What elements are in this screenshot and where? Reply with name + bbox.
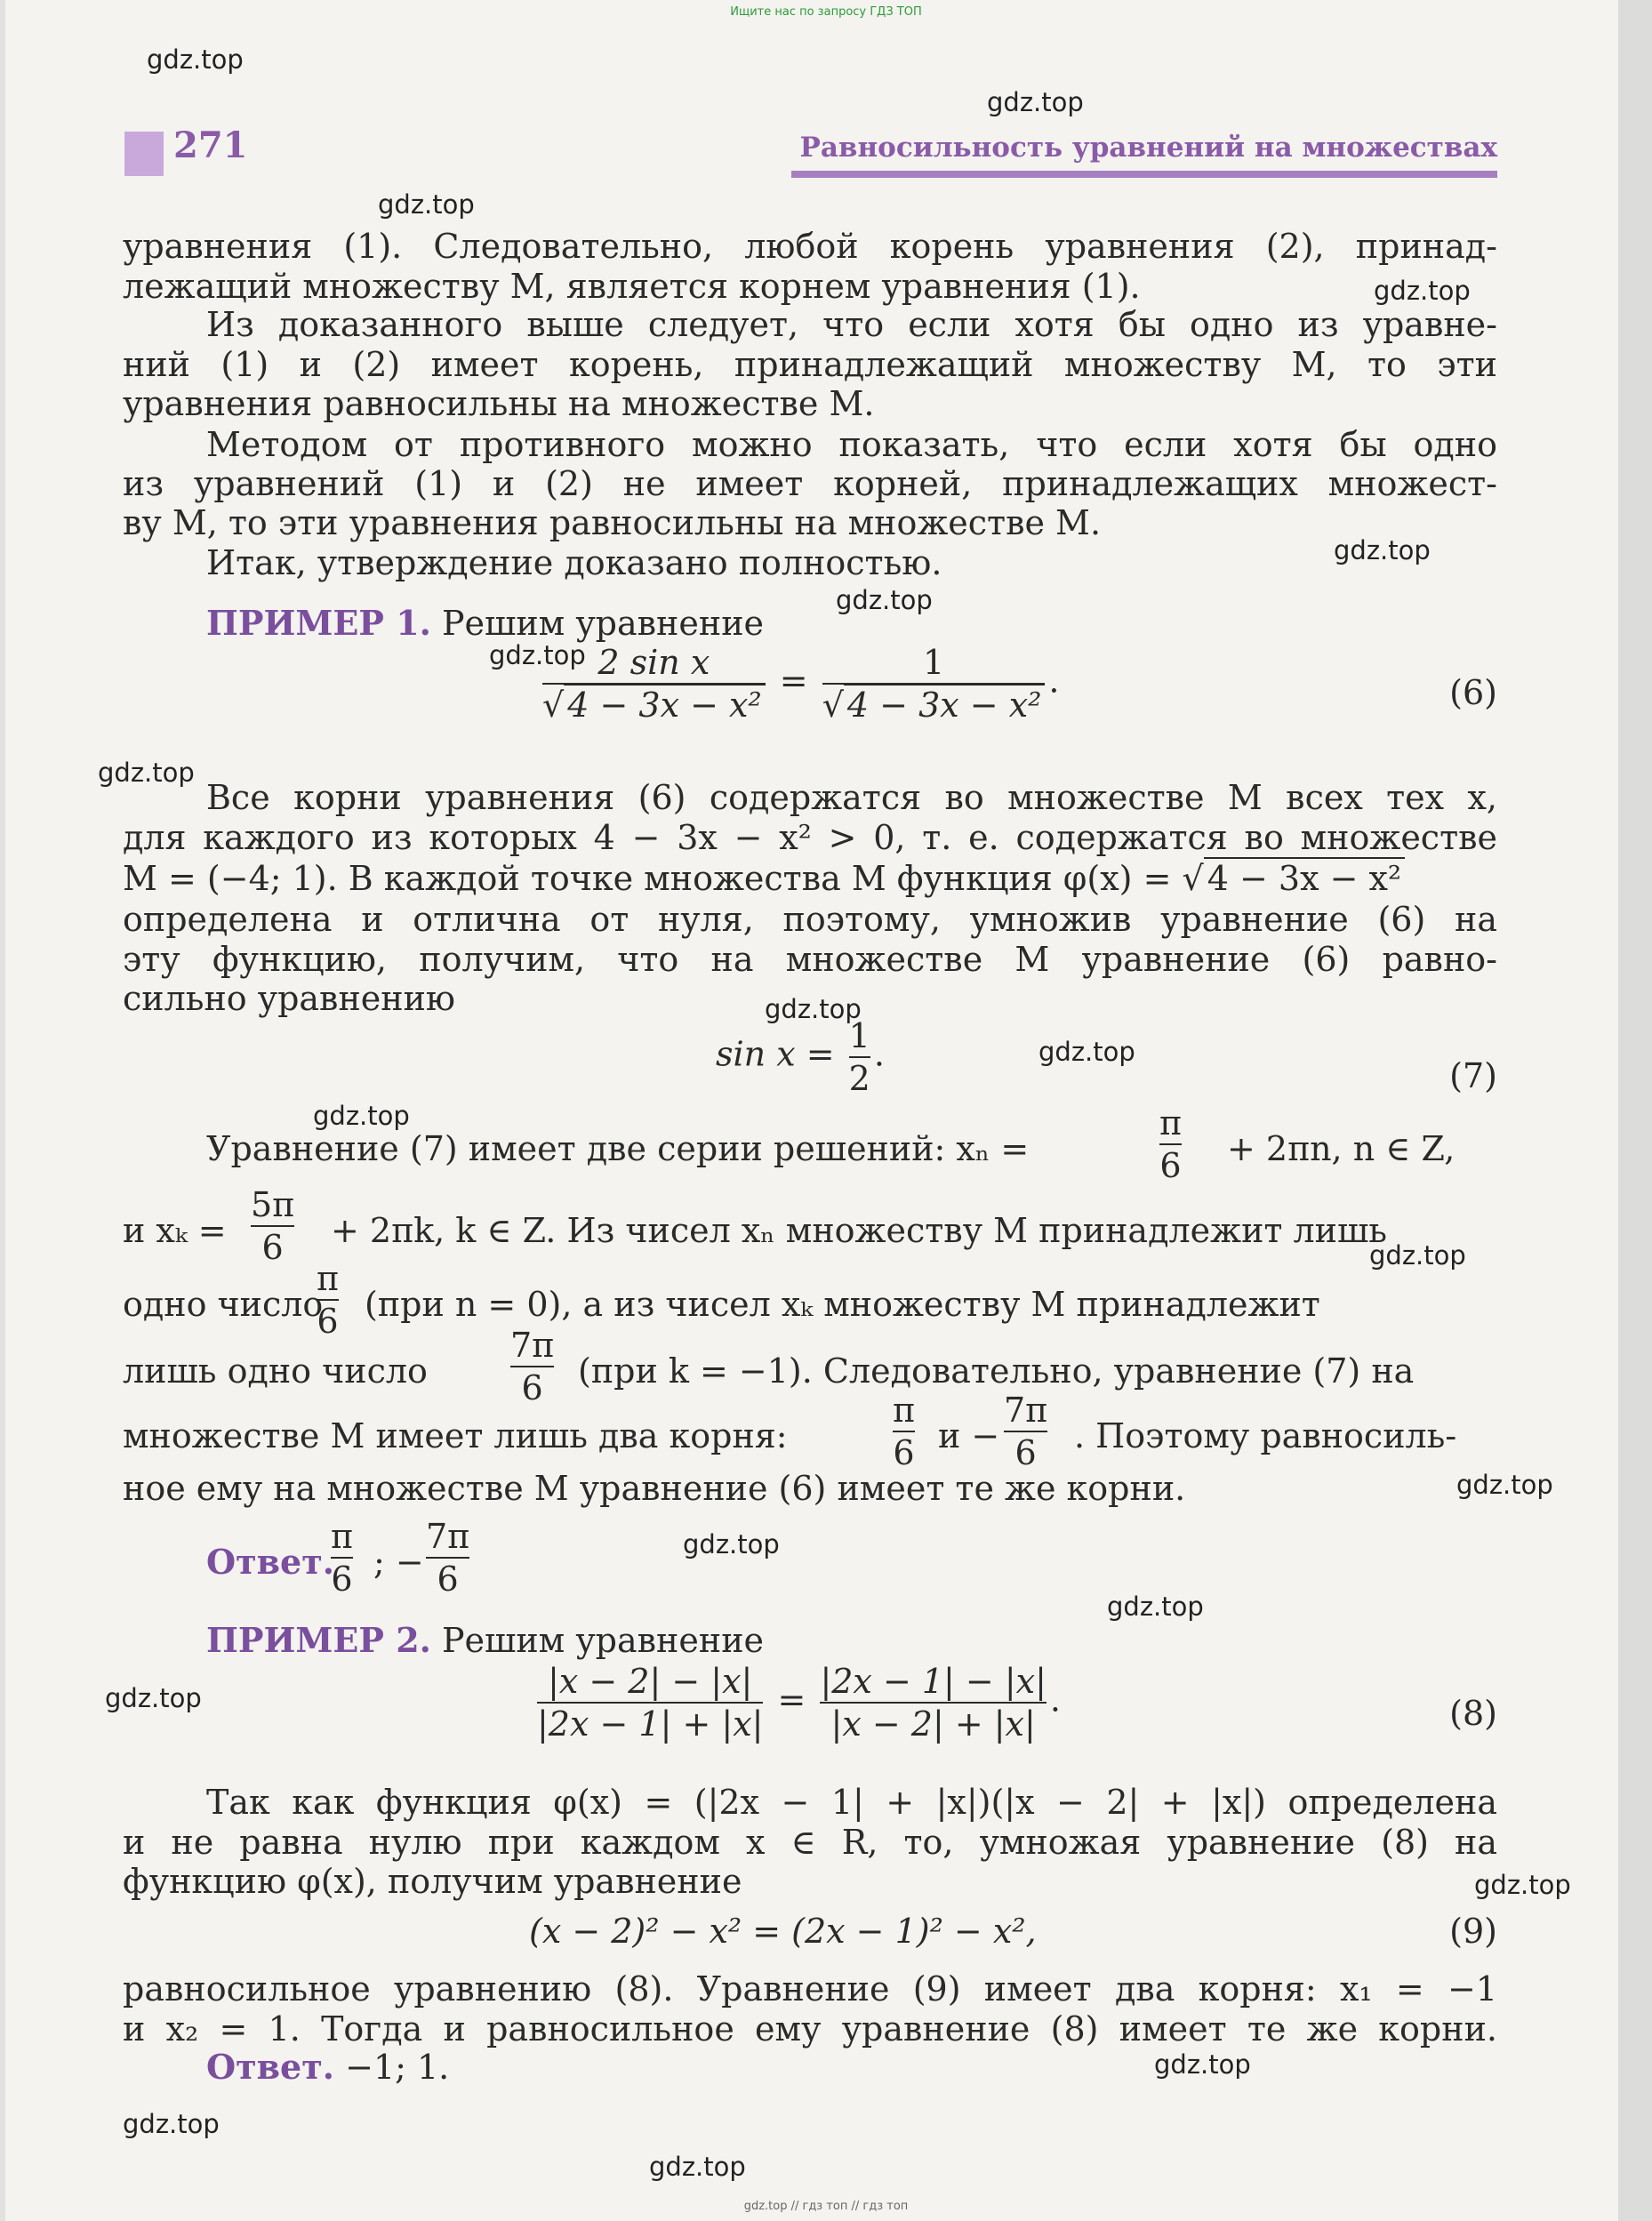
watermark: gdz.top (1456, 1470, 1553, 1500)
text-line: Из доказанного выше следует, что если хотя бы одно из уравне- (206, 305, 1497, 344)
frac-den: 6 (331, 1557, 353, 1600)
watermark: gdz.top (836, 585, 933, 615)
eq6-numerator-2: 1 (922, 643, 945, 682)
frac-den: 6 (893, 1431, 915, 1473)
equation-8: $\frac{|x - 2| - |x|}{|2x - 1| + |x|}$ = $\frac{|2x - 1| - |x|}{|x - 2| + |x|}$ . (537, 1662, 1061, 1744)
watermark: gdz.top (1154, 2049, 1251, 2080)
eq8-denominator-2: |x − 2| + |x| (820, 1702, 1046, 1744)
text-line: Методом от противного можно показать, что если хотя бы одно (206, 425, 1497, 464)
text-line: и x₂ = 1. Тогда и равносильное ему уравнение (8) имеет те же корни. (123, 2009, 1497, 2049)
equation-7-tag: (7) (1449, 1056, 1497, 1095)
text-fragment: Уравнение (7) имеет две серии решений: xₙ = (206, 1129, 1030, 1168)
frac-num: 7π (510, 1326, 555, 1365)
watermark: gdz.top (147, 44, 244, 75)
text-line: функцию φ(x), получим уравнение (123, 1862, 742, 1901)
answer-label: Ответ. (206, 2047, 335, 2087)
fraction (327, 1516, 357, 1600)
page-edge-right (1618, 0, 1652, 2221)
fraction (313, 1258, 342, 1342)
text-line: равносильное уравнению (8). Уравнение (9) имеет два корня: x₁ = −1 (123, 1969, 1497, 2009)
text-line: лишь одно число (123, 1351, 428, 1391)
text-line (206, 1129, 1029, 1168)
example-1-label: ПРИМЕР 1. (206, 603, 431, 643)
watermark: gdz.top (98, 758, 195, 788)
watermark: gdz.top (123, 2109, 220, 2139)
frac-den: 6 (510, 1366, 554, 1408)
frac-num: 7π (426, 1517, 470, 1556)
text-line: Итак, утверждение доказано полностью. (206, 543, 942, 582)
answer-2 (206, 2048, 449, 2087)
text-line: + 2πn, n ∈ Z, (1227, 1129, 1456, 1168)
text-line: ний (1) и (2) имеет корень, принадлежащий множеству M, то эти (123, 345, 1497, 384)
equation-7: sin x = $\frac{1}{2}$ . (716, 1016, 885, 1098)
text-line: ное ему на множестве M уравнение (6) имеет те же корни. (123, 1469, 1186, 1508)
equation-9: (x − 2)² − x² = (2x − 1)² − x², (529, 1912, 1037, 1951)
text-line: сильно уравнению (123, 979, 456, 1018)
watermark: gdz.top (1107, 1592, 1204, 1622)
fraction (1156, 1102, 1185, 1186)
fraction (422, 1516, 473, 1600)
example-1-text: Решим уравнение (441, 604, 765, 643)
frac-num: π (1159, 1103, 1182, 1143)
equation-6-tag: (6) (1449, 673, 1497, 712)
frac-num: π (317, 1259, 339, 1298)
text-line: Так как функция φ(x) = (|2x − 1| + |x|)(|x − 2| + |x|) определена (206, 1783, 1497, 1822)
equation-8-tag: (8) (1449, 1694, 1497, 1733)
text-fragment: M = (−4; 1). В каждой точке множества M функция φ(x) = (123, 859, 1183, 898)
example-2-heading (206, 1621, 764, 1660)
frac-den: 6 (317, 1299, 339, 1342)
text-line: множестве M имеет лишь два корня: (123, 1416, 788, 1455)
text-line: и не равна нулю при каждом x ∈ R, то, умножая уравнение (8) на (123, 1823, 1497, 1862)
eq8-numerator-1: |x − 2| − |x| (548, 1662, 753, 1701)
page-edge-left (0, 0, 5, 2221)
eq8-denominator-1: |2x − 1| + |x| (537, 1702, 763, 1744)
frac-den: 6 (426, 1557, 469, 1600)
example-1-heading (206, 604, 764, 643)
watermark: gdz.top (105, 1683, 202, 1713)
eq8-numerator-2: |2x − 1| − |x| (820, 1662, 1047, 1701)
text-line: + 2πk, k ∈ Z. Из чисел xₙ множеству M принадлежит лишь (331, 1211, 1387, 1250)
watermark: gdz.top (1474, 1870, 1571, 1900)
text-line: для каждого из которых 4 − 3x − x² > 0, т. е. содержатся во множестве (123, 818, 1497, 857)
text-line: из уравнений (1) и (2) не имеет корней, принадлежащих множест- (123, 464, 1497, 503)
text-line: (при k = −1). Следовательно, уравнение (7) на (578, 1351, 1415, 1391)
watermark: gdz.top (1369, 1240, 1466, 1271)
eq7-numerator: 1 (848, 1016, 870, 1055)
page-number: 271 (173, 124, 248, 166)
watermark: gdz.top (378, 189, 475, 220)
text-line: лежащий множеству M, является корнем уравнения (1). (123, 267, 1141, 306)
text-fragment: и − (938, 1416, 1000, 1455)
header-marker (124, 132, 164, 176)
eq6-denominator-2: 4 − 3x − x² (844, 684, 1045, 725)
equation-6: $\frac{\text{2 sin x}}{\text{√ 4 − 3x − x²}}$ = $\frac{1}{\text{√ 4 − 3x − x²}}$ . (542, 643, 1060, 725)
text-line: M = (−4; 1). В каждой точке множества M функция φ(x) = √ 4 − 3x − x² (123, 859, 1405, 898)
eq7-denominator: 2 (849, 1056, 870, 1099)
answer-separator: ; − (373, 1543, 424, 1582)
frac-num: π (893, 1391, 915, 1430)
answer-text: −1; 1. (345, 2048, 450, 2087)
text-line: одно число (123, 1285, 324, 1324)
watermark: gdz.top (683, 1529, 780, 1560)
watermark: gdz.top (313, 1101, 410, 1131)
watermark: gdz.top (649, 2152, 746, 2182)
answer-label: Ответ. (206, 1542, 335, 1582)
text-line: уравнения (1). Следовательно, любой корень уравнения (2), принад- (123, 227, 1497, 266)
fraction (889, 1390, 918, 1473)
frac-den: 6 (1159, 1143, 1182, 1186)
watermark: gdz.top (1334, 535, 1431, 565)
watermark: gdz.top (1039, 1037, 1135, 1067)
bottom-note: gdz.top // гдз топ // гдз топ (743, 2200, 909, 2213)
eq6-denominator-1: 4 − 3x − x² (564, 684, 765, 725)
phi-radicand: 4 − 3x − x² (1204, 857, 1405, 898)
text-line: Все корни уравнения (6) содержатся во множестве M всех тех x, (206, 778, 1497, 817)
text-line: уравнения равносильны на множестве M. (123, 384, 875, 423)
example-2-text: Решим уравнение (441, 1621, 765, 1660)
frac-num: 7π (1004, 1391, 1048, 1430)
watermark: gdz.top (1374, 276, 1471, 306)
frac-den: 6 (251, 1225, 294, 1268)
fraction (1000, 1390, 1051, 1473)
top-note: Ищите нас по запросу ГДЗ ТОП (730, 5, 922, 19)
eq6-numerator-1: 2 sin x (597, 643, 710, 682)
text-line: ву M, то эти уравнения равносильны на множестве M. (123, 503, 1102, 542)
watermark: gdz.top (987, 87, 1084, 117)
frac-den: 6 (1004, 1431, 1047, 1473)
text-line: эту функцию, получим, что на множестве M уравнение (6) равно- (123, 940, 1497, 979)
equation-9-tag: (9) (1449, 1912, 1497, 1951)
fraction (507, 1325, 557, 1408)
fraction (247, 1184, 298, 1268)
header-rule (791, 171, 1497, 178)
watermark: gdz.top (489, 640, 586, 670)
frac-num: 5π (251, 1185, 295, 1224)
example-2-label: ПРИМЕР 2. (206, 1620, 431, 1660)
text-fragment: . Поэтому равносиль- (1074, 1416, 1457, 1455)
running-title: Равносильность уравнений на множествах (799, 132, 1497, 164)
answer-1-label (206, 1543, 334, 1582)
text-line: определена и отлична от нуля, поэтому, умножив уравнение (6) на (123, 900, 1497, 939)
text-line: и xₖ = (123, 1211, 227, 1250)
text-line: (при n = 0), а из чисел xₖ множеству M принадлежит (365, 1285, 1320, 1324)
watermark: gdz.top (765, 994, 862, 1024)
eq7-lhs: sin x = (716, 1034, 846, 1074)
frac-num: π (331, 1517, 353, 1556)
